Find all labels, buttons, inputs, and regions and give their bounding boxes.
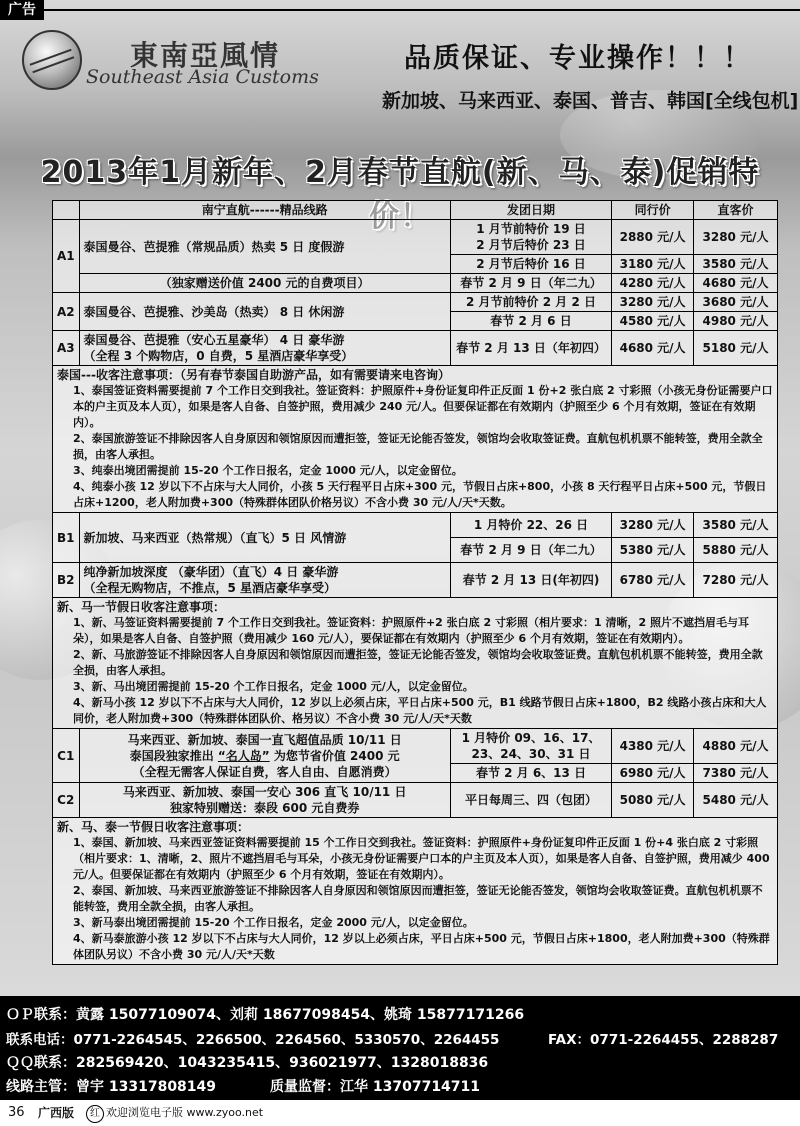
table-row (53, 729, 778, 764)
header-date: 发团日期 (450, 201, 611, 220)
retail-price: 4680 元/人 (693, 274, 777, 293)
logo-english-name: Southeast Asia Customs (86, 66, 319, 88)
retail-price: 3580 元/人 (693, 255, 777, 274)
peer-price: 3180 元/人 (612, 255, 694, 274)
notes-title: 泰国---收客注意事项：（另有春节泰国自助游产品，如有需要请来电咨询） (57, 368, 450, 382)
peer-price: 2880 元/人 (612, 220, 694, 255)
route-code: B1 (53, 513, 80, 563)
peer-price: 5080 元/人 (612, 783, 694, 818)
route-code: C1 (53, 729, 80, 783)
table-row (53, 783, 778, 818)
departure-date: 2 月节前特价 2 月 2 日 (450, 293, 611, 312)
notes-row (53, 818, 778, 965)
peer-price: 4680 元/人 (612, 331, 694, 366)
thai-notes (53, 366, 778, 513)
note-item: 4、新马泰旅游小孩 12 岁以下不占床与大人同价，12 岁以上必须占床，平日占床+500 元，节假日占床+1800，老人附加费+300（特殊群体团队另议）不含小费 30 元/人/天*天数 (73, 932, 770, 961)
note-item: 4、新马小孩 12 岁以下不占床与大人同价，12 岁以上必须占床，平日占床+500 元，B1 线路节假日占床+1800，B2 线路小孩占床和大人同价，老人附加费+300（特殊群体团队价、格另议）不含小费 30 元/人/天*天数 (73, 696, 767, 725)
notes-title: 新、马一节假日收客注意事项： (57, 600, 226, 614)
header-route: 南宁直航------精品线路 (79, 201, 450, 220)
route-code: A1 (53, 220, 80, 293)
note-item: 1、新、马签证资料需要提前 7 个工作日交到我社。签证资料：护照原件+2 张白底 2 寸彩照（相片要求：1 清晰，2 照片不遮挡眉毛与耳朵），如果是客人自备、自签护照（费用减少 160 元/人），要保证都在有效期内（护照至少 6 个月有效期，签证在有效期内）。 (73, 616, 749, 645)
table-row (53, 563, 778, 598)
route-note: （全程无需客人保证自费，客人自由、自愿消费） (132, 764, 397, 779)
contact-footer (0, 996, 800, 1100)
retail-price: 5480 元/人 (693, 783, 777, 818)
note-item: 4、纯泰小孩 12 岁以下不占床与大人同价，小孩 5 天行程平日占床+300 元，节假日占床+800，小孩 8 天行程平日占床+500 元，节假日占床+1200，老人附加费+300（特殊群体团队价格另议）不含小费 30 元/人/天*天数。 (73, 480, 767, 509)
note-item: 1、泰国签证资料需要提前 7 个工作日交到我社。签证资料：护照原件+身份证复印件正反面 1 份+2 张白底 2 寸彩照（小孩无身份证需要户口本的户主页及本人页），如果是客人自备、自签护照，费用减少 240 元/人。但要保证都在有效期内（护照至少 6 个月有效期，签证在有效期内）。 (73, 384, 773, 429)
op-contacts: ＯＰ联系：黄露 15077109074、刘莉 18677098454、姚琦 15877171266 (6, 1007, 525, 1023)
route-name: 泰国曼谷、芭提雅、沙美岛（热卖） 8 日 休闲游 (79, 293, 450, 331)
route-name (79, 729, 450, 783)
peer-price: 4580 元/人 (612, 312, 694, 331)
destinations: 新加坡、马来西亚、泰国、普吉、韩国[全线包机] (382, 90, 799, 112)
slogan: 品质保证、专业操作！！！ (404, 43, 752, 74)
departure-date: 春节 2 月 6 日 (450, 312, 611, 331)
header-peer-price: 同行价 (612, 201, 694, 220)
route-note: （全程 3 个购物店，0 自费，5 星酒店豪华享受） (83, 349, 354, 363)
departure-date: 2 月节后特价 16 日 (450, 255, 611, 274)
peer-price: 6980 元/人 (612, 764, 694, 783)
singapore-malaysia-notes (53, 598, 778, 729)
route-code: A2 (53, 293, 80, 331)
highlight-island: “名人岛” (217, 748, 270, 763)
note-item: 1、泰国、新加坡、马来西亚签证资料需要提前 15 个工作日交到我社。签证资料：护照原件+身份证复印件正反面 1 份+4 张白底 2 寸彩照（相片要求：1、清晰，2、照片不遮挡眉毛与耳朵，小孩无身份证需要户口本的户主页及本人页），如果是客人自备、自签护照，费用减少 400 元/人。但要保证都在有效期内（护照至少 6 个月有效期，签证在有效期内）。 (73, 836, 770, 881)
header-retail-price: 直客价 (693, 201, 777, 220)
phone-numbers: 联系电话：0771-2264545、2266500、2264560、5330570、2264455 (6, 1032, 500, 1048)
peer-price: 3280 元/人 (612, 513, 694, 538)
fax-numbers: FAX：0771-2264455、2288287 (548, 1032, 779, 1048)
page-number: 36 (8, 1105, 25, 1120)
departure-date: 春节 2 月 9 日（年二九） (450, 274, 611, 293)
peer-price: 4380 元/人 (612, 729, 694, 764)
table-row (53, 220, 778, 255)
departure-date: 春节 2 月 13 日(年初四) (450, 563, 611, 598)
departure-date: 1 月特价 09、16、17、 23、24、30、31 日 (450, 729, 611, 764)
note-item: 3、纯泰出境团需提前 15-20 个工作日报名，定金 1000 元/人，以定金留位。 (73, 464, 463, 477)
retail-price: 7280 元/人 (693, 563, 777, 598)
route-code: B2 (53, 563, 80, 598)
peer-price: 6780 元/人 (612, 563, 694, 598)
retail-price: 3280 元/人 (693, 220, 777, 255)
route-name (79, 783, 450, 818)
route-subtitle-suffix: 为您节省价值 2400 元 (273, 748, 400, 763)
notes-title: 新、马、泰一节假日收客注意事项： (57, 820, 250, 834)
price-table (52, 200, 778, 965)
departure-date: 平日每周三、四（包团） (450, 783, 611, 818)
notes-row (53, 366, 778, 513)
notes-row (53, 598, 778, 729)
table-row (53, 331, 778, 366)
note-item: 2、新、马旅游签证不排除因客人自身原因和领馆原因而遭拒签，签证无论能否签发，领馆均会收取签证费。直航包机机票不能转签，费用全款全损，由客人承担。 (73, 648, 763, 677)
route-note: （独家赠送价值 2400 元的自费项目） (79, 274, 450, 293)
route-title: 马来西亚、新加坡、泰国一直飞超值品质 10/11 日 (127, 732, 402, 747)
route-subtitle (84, 748, 446, 764)
header-divider (44, 9, 800, 11)
quality-supervisor: 质量监督：江华 13707714711 (270, 1079, 481, 1095)
peer-price: 4280 元/人 (612, 274, 694, 293)
page-bottom (0, 1100, 800, 1126)
departure-date: 春节 2 月 9 日（年二九） (450, 538, 611, 563)
retail-price: 5180 元/人 (693, 331, 777, 366)
table-header-row (53, 201, 778, 220)
note-item: 3、新马泰出境团需提前 15-20 个工作日报名，定金 2000 元/人，以定金留位。 (73, 916, 474, 929)
headline: 2013年1月新年、2月春节直航(新、马、泰)促销特 (40, 155, 760, 190)
route-name: 新加坡、马来西亚（热常规）（直飞）5 日 风情游 (79, 513, 450, 563)
departure-date: 春节 2 月 6、13 日 (450, 764, 611, 783)
route-note: （全程无购物店，不推点，5 星酒店豪华享受） (83, 581, 337, 595)
departure-date: 春节 2 月 13 日（年初四） (450, 331, 611, 366)
retail-price: 3580 元/人 (693, 513, 777, 538)
note-item: 3、新、马出境团需提前 15-20 个工作日报名，定金 1000 元/人，以定金留位。 (73, 680, 474, 693)
retail-price: 7380 元/人 (693, 764, 777, 783)
route-name (79, 331, 450, 366)
retail-price: 4980 元/人 (693, 312, 777, 331)
route-title: 纯净新加坡深度 （豪华团）（直飞）4 日 豪华游 (83, 565, 339, 579)
route-code: C2 (53, 783, 80, 818)
route-name: 泰国曼谷、芭提雅（常规品质）热卖 5 日 度假游 (79, 220, 450, 274)
peer-price: 3280 元/人 (612, 293, 694, 312)
route-manager: 线路主管：曾宇 13317808149 (6, 1079, 217, 1095)
route-title: 马来西亚、新加坡、泰国一安心 306 直飞 10/11 日 (122, 785, 407, 799)
retail-price: 3680 元/人 (693, 293, 777, 312)
table-row (53, 274, 778, 293)
route-title: 泰国曼谷、芭提雅（安心五星豪华） 4 日 豪华游 (83, 333, 345, 347)
departure-date: 1 月特价 22、26 日 (450, 513, 611, 538)
retail-price: 4880 元/人 (693, 729, 777, 764)
globe-logo-icon (22, 30, 82, 90)
note-item: 2、泰国、新加坡、马来西亚旅游签证不排除因客人自身原因和领馆原因而遭拒签，签证无论能否签发，领馆均会收取签证费。直航包机机票不能转签，费用全款全损，由客人承担。 (73, 884, 763, 913)
ad-label: 广告 (0, 0, 44, 20)
logo-chinese-name: 東南亞風情 (130, 39, 281, 72)
table-row (53, 513, 778, 538)
qq-contacts: ＱＱ联系：282569420、1043235415、936021977、1328018836 (6, 1055, 489, 1071)
route-code: A3 (53, 331, 80, 366)
note-item: 2、泰国旅游签证不排除因客人自身原因和领馆原因而遭拒签，签证无论能否签发，领馆均会收取签证费。直航包机机票不能转签，费用全款全损，由客人承担。 (73, 432, 763, 461)
table-row (53, 293, 778, 312)
departure-date: 1 月节前特价 19 日 2 月节后特价 23 日 (450, 220, 611, 255)
peer-price: 5380 元/人 (612, 538, 694, 563)
retail-price: 5880 元/人 (693, 538, 777, 563)
route-note: 独家特别赠送：泰段 600 元自费券 (169, 801, 360, 815)
edition-label: 广西版 (38, 1106, 75, 1120)
edition-badge-icon: 红 (86, 1105, 104, 1123)
route-subtitle-prefix: 泰国段独家推出 (129, 748, 214, 763)
singapore-malaysia-thailand-notes (53, 818, 778, 965)
website-link[interactable]: 欢迎浏览电子版 www.zyoo.net (106, 1106, 264, 1119)
route-name (79, 563, 450, 598)
